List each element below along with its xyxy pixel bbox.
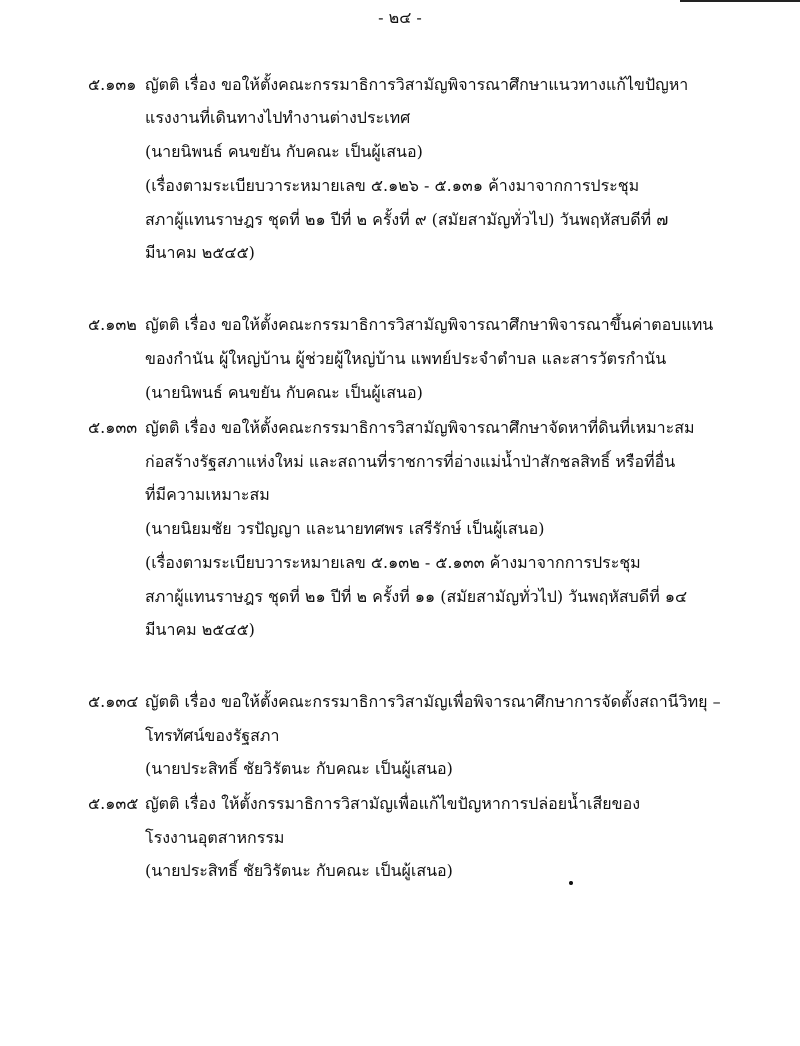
item-line: สภาผู้แทนราษฎร ชุดที่ ๒๑ ปีที่ ๒ ครั้งที่ ๑๑ (สมัยสามัญทั่วไป) วันพฤหัสบดีที่ ๑๔ (145, 587, 688, 606)
item-line: (นายนิพนธ์ คนขยัน กับคณะ เป็นผู้เสนอ) (145, 142, 423, 161)
scan-speck (569, 881, 573, 885)
item-line: (เรื่องตามระเบียบวาระหมายเลข ๕.๑๒๖ - ๕.๑๓๑ ค้างมาจากการประชุม (145, 176, 640, 195)
item-line: สภาผู้แทนราษฎร ชุดที่ ๒๑ ปีที่ ๒ ครั้งที่ ๙ (สมัยสามัญทั่วไป) วันพฤหัสบดีที่ ๗ (145, 210, 669, 229)
item-line: ญัตติ เรื่อง ขอให้ตั้งคณะกรรมาธิการวิสามัญเพื่อพิจารณาศึกษาการจัดตั้งสถานีวิทยุ – (145, 692, 721, 711)
item-line: มีนาคม ๒๕๔๕) (145, 243, 255, 262)
item-line: โรงงานอุตสาหกรรม (145, 828, 285, 847)
item-number: ๕.๑๓๕ (88, 794, 139, 813)
item-line: ก่อสร้างรัฐสภาแห่งใหม่ และสถานที่ราชการที่อ่างแม่น้ำป่าสักชลสิทธิ์ หรือที่อื่น (145, 452, 676, 471)
item-line: ที่มีความเหมาะสม (145, 485, 270, 504)
item-number: ๕.๑๓๓ (88, 418, 138, 437)
item-number: ๕.๑๓๔ (88, 692, 139, 711)
item-line: โทรทัศน์ของรัฐสภา (145, 726, 280, 745)
item-number: ๕.๑๓๑ (88, 75, 137, 94)
item-line: (นายนิยมชัย วรปัญญา และนายทศพร เสรีรักษ์ เป็นผู้เสนอ) (145, 519, 545, 538)
page-number: - ๒๔ - (378, 8, 422, 27)
item-line: ของกำนัน ผู้ใหญ่บ้าน ผู้ช่วยผู้ใหญ่บ้าน แพทย์ประจำตำบล และสารวัตรกำนัน (145, 349, 667, 368)
item-line: (นายประสิทธิ์ ชัยวิรัตนะ กับคณะ เป็นผู้เสนอ) (145, 861, 453, 880)
item-line: มีนาคม ๒๕๔๕) (145, 620, 255, 639)
item-number: ๕.๑๓๒ (88, 315, 137, 334)
item-line: ญัตติ เรื่อง ขอให้ตั้งคณะกรรมาธิการวิสามัญพิจารณาศึกษาจัดหาที่ดินที่เหมาะสม (145, 418, 695, 437)
item-line: (เรื่องตามระเบียบวาระหมายเลข ๕.๑๓๒ - ๕.๑๓๓ ค้างมาจากการประชุม (145, 553, 641, 572)
top-edge-rule (680, 0, 800, 2)
item-line: ญัตติ เรื่อง ให้ตั้งกรรมาธิการวิสามัญเพื่อแก้ไขปัญหาการปล่อยน้ำเสียของ (145, 794, 641, 813)
item-line: (นายนิพนธ์ คนขยัน กับคณะ เป็นผู้เสนอ) (145, 383, 423, 402)
item-line: (นายประสิทธิ์ ชัยวิรัตนะ กับคณะ เป็นผู้เสนอ) (145, 759, 453, 778)
item-line: ญัตติ เรื่อง ขอให้ตั้งคณะกรรมาธิการวิสามัญพิจารณาศึกษาพิจารณาขึ้นค่าตอบแทน (145, 315, 714, 334)
item-line: แรงงานที่เดินทางไปทำงานต่างประเทศ (145, 108, 411, 127)
item-line: ญัตติ เรื่อง ขอให้ตั้งคณะกรรมาธิการวิสามัญพิจารณาศึกษาแนวทางแก้ไขปัญหา (145, 75, 689, 94)
